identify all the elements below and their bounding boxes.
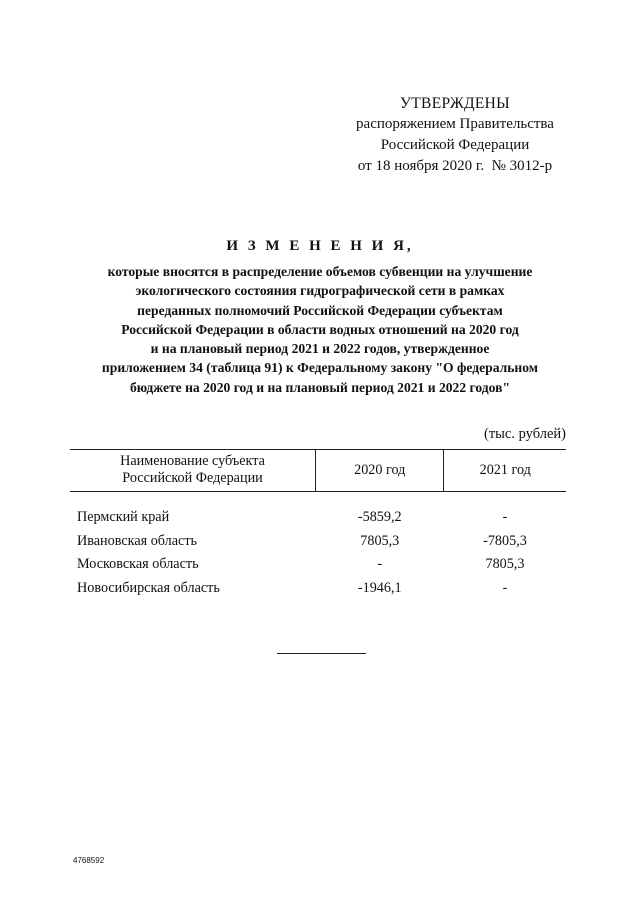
approval-line-1: распоряжением Правительства <box>356 116 554 132</box>
header-region-name <box>70 450 316 492</box>
header-region-line-1: Наименование субъекта <box>120 453 265 469</box>
header-region-line-2: Российской Федерации <box>122 470 263 486</box>
table-row <box>70 553 566 577</box>
subvention-table <box>70 449 566 600</box>
region-name: Ивановская область <box>77 532 198 549</box>
subtitle-line: которые вносятся в распределение объемов субвенции на улучшение <box>107 264 533 279</box>
table-row <box>70 577 566 601</box>
approval-title: УТВЕРЖДЕНЫ <box>400 95 510 112</box>
approval-block <box>340 93 570 177</box>
document-subtitle <box>70 262 570 397</box>
value-2021: 7805,3 <box>485 556 525 572</box>
subtitle-line: бюджете на 2020 год и на плановый период 2021 и 2022 годов" <box>129 379 511 395</box>
region-name: Московская область <box>77 556 199 572</box>
region-name: Новосибирская область <box>77 579 220 596</box>
approval-line-2: Российской Федерации <box>380 137 530 153</box>
value-2020: -5859,2 <box>357 509 402 525</box>
subtitle-line: приложением 34 (таблица 91) к Федеральному закону "О федеральном <box>101 360 539 376</box>
header-2021: 2021 год <box>444 450 566 492</box>
document-title: И З М Е Н Е Н И Я, <box>226 238 414 254</box>
value-2020: - <box>377 556 383 572</box>
subtitle-line: Российской Федерации в области водных отношений на 2020 год <box>121 321 519 337</box>
table-row <box>70 506 566 530</box>
table-header-row <box>70 450 566 492</box>
header-2020: 2020 год <box>316 450 444 492</box>
value-2021: -7805,3 <box>483 532 527 549</box>
table-row <box>70 530 566 554</box>
approval-line-3: от 18 ноября 2020 г. № 3012-р <box>357 158 553 174</box>
region-name: Пермский край <box>77 509 170 525</box>
document-number: 4768592 <box>73 856 105 865</box>
units-label: (тыс. рублей) <box>484 426 566 442</box>
value-2021: - <box>502 509 508 525</box>
value-2021: - <box>502 579 508 596</box>
subtitle-line: и на плановый период 2021 и 2022 годов, утвержденное <box>150 341 490 357</box>
subtitle-line: переданных полномочий Российской Федерации субъектам <box>137 302 503 318</box>
end-divider <box>277 653 366 654</box>
subtitle-line: экологического состояния гидрографической сети в рамках <box>135 283 505 299</box>
value-2020: -1946,1 <box>357 579 402 596</box>
value-2020: 7805,3 <box>360 532 400 549</box>
